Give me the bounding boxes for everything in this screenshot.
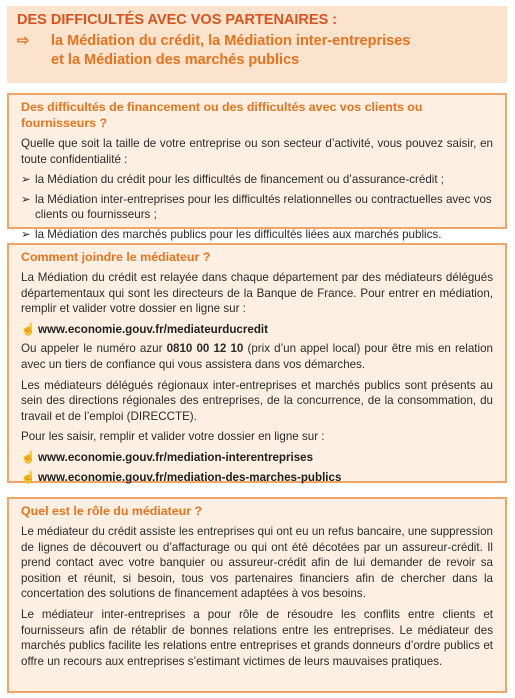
header-title: DES DIFFICULTÉS AVEC VOS PARTENAIRES :	[17, 12, 338, 28]
section-heading: Quel est le rôle du médiateur ?	[21, 504, 203, 518]
link-mediateur-credit[interactable]	[21, 322, 493, 338]
arrow-right-icon: ⇨	[17, 33, 30, 49]
link-mediation-interentreprises[interactable]	[21, 450, 493, 466]
pointing-hand-icon: ☝	[21, 470, 36, 484]
header-subtitle-line1: la Médiation du crédit, la Médiation inter-entreprises	[51, 33, 411, 49]
link-text[interactable]: www.economie.gouv.fr/mediation-interentreprises	[38, 450, 314, 464]
section-contact	[7, 243, 507, 483]
paragraph: Pour les saisir, remplir et valider votre dossier en ligne sur :	[21, 430, 325, 444]
list-item-text: la Médiation inter-entreprises pour les difficultés relationnelles ou contractuelles avec vos clients ou fournisseurs ;	[35, 192, 492, 222]
paragraph-phone: Ou appeler le numéro azur 0810 00 12 10 (prix d’un appel local) pour être mis en relation avec un tiers de confiance qui vous assistera dans vos démarches.	[21, 342, 493, 371]
section-heading: Comment joindre le médiateur ?	[21, 250, 211, 264]
header-subtitle-line2: et la Médiation des marchés publics	[51, 52, 300, 68]
list-item	[21, 192, 493, 223]
link-text[interactable]: www.economie.gouv.fr/mediateurducredit	[38, 322, 268, 336]
bullet-arrow-icon: ➢	[21, 227, 31, 241]
paragraph: La Médiation du crédit est relayée dans chaque département par des médiateurs délégués départementaux qui sont les directeurs de la Banque de France. Pour entrer en médiation, remplir et valider votre dossier en ligne sur :	[21, 271, 493, 316]
list-item-text: la Médiation du crédit pour les difficultés de financement ou d’assurance-crédit ;	[35, 173, 445, 187]
bullet-arrow-icon: ➢	[21, 192, 31, 206]
link-text[interactable]: www.economie.gouv.fr/mediation-des-marches-publics	[38, 470, 342, 484]
pointing-hand-icon: ☝	[21, 322, 36, 336]
list-item	[21, 227, 493, 243]
pointing-hand-icon: ☝	[21, 450, 36, 464]
section-heading: Des difficultés de financement ou des difficultés avec vos clients ou fournisseurs ?	[21, 100, 423, 130]
list-item	[21, 172, 493, 188]
header-banner	[7, 6, 507, 83]
paragraph: Le médiateur inter-entreprises a pour rôle de résoudre les conflits entre clients et fournisseurs afin de rétablir de bonnes relations entre les entreprises. Le médiateur des marchés publics facilite les relations entre entreprises et grands donneurs d’ordre publics et offre un recours aux entreprises s’estimant victimes de leurs mauvaises pratiques.	[21, 607, 493, 668]
paragraph: Les médiateurs délégués régionaux inter-entreprises et marchés publics sont présents au sein des directions régionales des entreprises, de la concurrence, de la consommation, du travail et de l’emploi (DIRECCTE).	[21, 378, 493, 423]
link-mediation-marches-publics[interactable]	[21, 470, 493, 486]
paragraph: Le médiateur du crédit assiste les entreprises qui ont eu un refus bancaire, une suppression de lignes de découvert ou d’affacturage ou qui ont été décotées par un assureur-crédit. Il prend contact avec votre banquier ou assureur-crédit afin de lui demander de revoir sa position et réunit, si besoin, tous vos partenaires financiers afin de chercher dans la concertation des solutions de financement adaptées à vos besoins.	[21, 525, 493, 601]
bullet-arrow-icon: ➢	[21, 173, 31, 187]
phone-number[interactable]: 0810 00 12 10	[166, 342, 244, 356]
header-subtitle	[17, 32, 497, 70]
section-role	[7, 497, 507, 693]
section-difficulties	[7, 93, 507, 241]
list-item-text: la Médiation des marchés publics pour les difficultés liées aux marchés publics.	[35, 227, 442, 241]
paragraph: Quelle que soit la taille de votre entreprise ou son secteur d’activité, vous pouvez saisir, en toute confidentialité :	[21, 137, 493, 166]
